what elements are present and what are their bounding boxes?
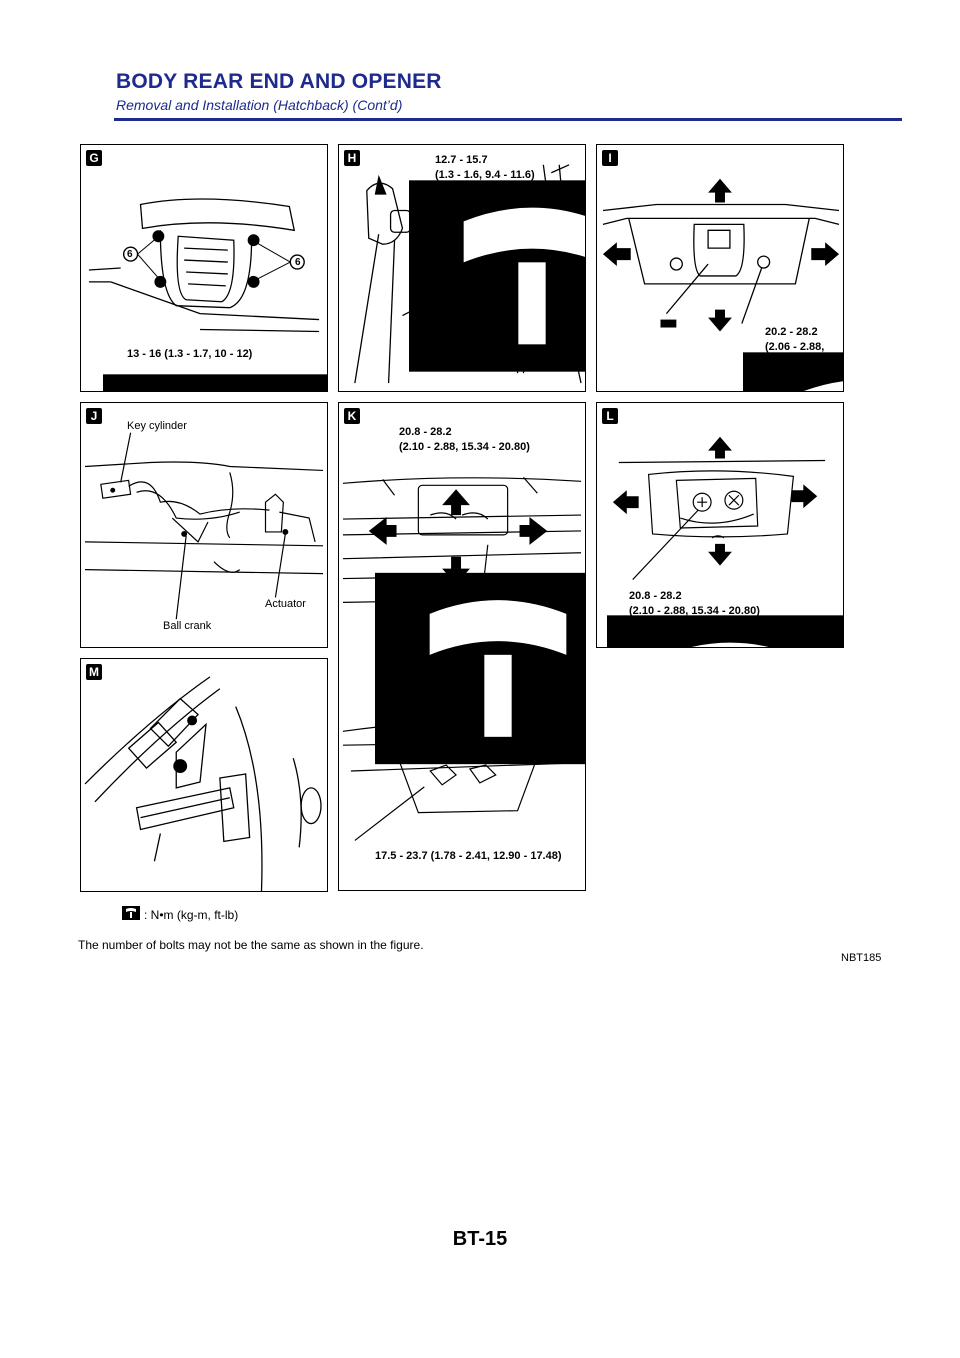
torque-spec-line2: (2.06 - 2.88, xyxy=(765,341,825,353)
units-legend-text: : N•m (kg-m, ft-lb) xyxy=(144,908,239,922)
label-actuator: Actuator xyxy=(265,598,306,610)
torque-wrench-icon xyxy=(375,425,586,891)
torque-spec-top-line2: (2.10 - 2.88, 15.34 - 20.80) xyxy=(399,441,530,453)
panel-letter: J xyxy=(86,408,102,424)
callout-6-right: 6 xyxy=(295,257,301,268)
section-title: BODY REAR END AND OPENER xyxy=(116,70,442,93)
panel-letter: G xyxy=(86,150,102,166)
torque-spec: 13 - 16 (1.3 - 1.7, 10 - 12) xyxy=(127,348,253,360)
torque-spec-top-line1: 20.8 - 28.2 xyxy=(399,426,452,438)
label-key-cylinder: Key cylinder xyxy=(127,420,187,432)
panel-j xyxy=(80,402,328,648)
panel-letter: L xyxy=(602,408,618,424)
figure-code: NBT185 xyxy=(841,952,882,964)
torque-spec-bottom: 17.5 - 23.7 (1.78 - 2.41, 12.90 - 17.48) xyxy=(375,850,562,862)
bolt-count-note: The number of bolts may not be the same as shown in the figure. xyxy=(78,938,424,952)
torque-wrench-icon xyxy=(122,906,140,920)
torque-spec-line2: (1.3 - 1.6, 9.4 - 11.6) xyxy=(435,169,535,181)
panel-h xyxy=(338,144,586,392)
panel-letter: K xyxy=(344,408,360,424)
panel-letter: H xyxy=(344,150,360,166)
callout-6-left: 6 xyxy=(127,249,133,260)
panel-l xyxy=(596,402,844,648)
label-ball-crank: Ball crank xyxy=(163,620,212,632)
torque-spec-line1: 20.2 - 28.2 xyxy=(765,326,818,338)
torque-spec-line1: 12.7 - 15.7 xyxy=(435,154,488,166)
page-number: BT-15 xyxy=(452,1228,508,1250)
torque-spec-line2: (2.10 - 2.88, 15.34 - 20.80) xyxy=(629,605,760,617)
panel-i xyxy=(596,144,844,392)
panel-g xyxy=(80,144,328,392)
torque-spec-line3: 14.89 - 20.80) xyxy=(765,356,834,368)
torque-spec-line1: 20.8 - 28.2 xyxy=(629,590,682,602)
panel-letter: M xyxy=(86,664,102,680)
torque-wrench-icon xyxy=(409,153,586,392)
panel-m xyxy=(80,658,328,892)
panel-letter: I xyxy=(602,150,618,166)
panel-k xyxy=(338,402,586,891)
section-subtitle: Removal and Installation (Hatchback) (Cont’d) xyxy=(116,97,403,113)
cable-clip-illustration xyxy=(81,659,327,891)
header-rule xyxy=(114,118,902,121)
